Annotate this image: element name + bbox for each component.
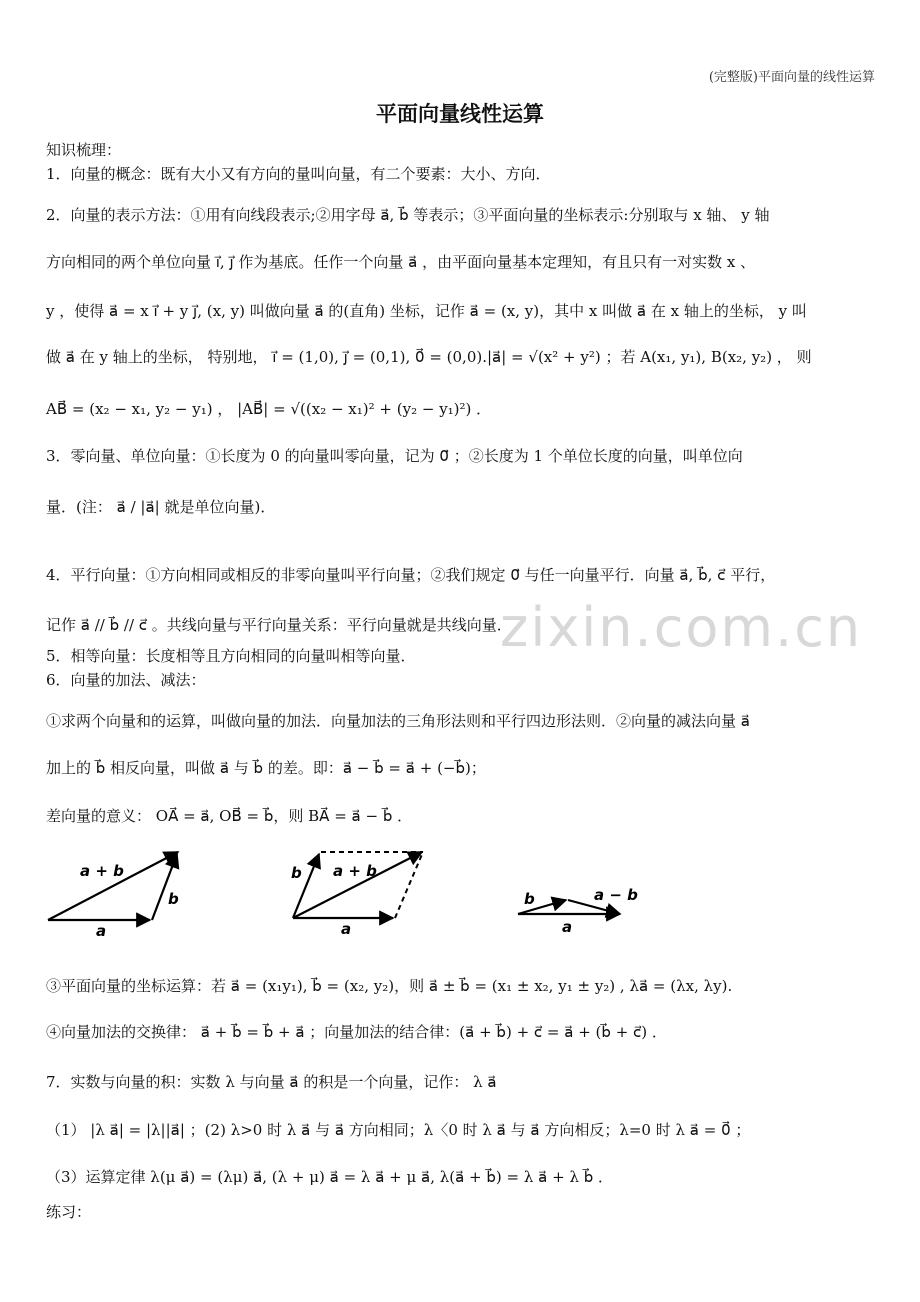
text-line: 知识梳理： (46, 141, 122, 159)
b-label: b (168, 890, 179, 908)
text-line: 做 a⃗ 在 y 轴上的坐标， 特别地， i⃗ = (1,0), j⃗ = (0,1), 0⃗ = (0,0).|a⃗| = √(x² + y²) ；若 A(x₁, y₁), B(x₂, y₂) ， 则 (46, 348, 812, 366)
a-label: a (341, 920, 352, 938)
page-title: 平面向量线性运算 (376, 102, 544, 126)
text-line: 1．向量的概念：既有大小又有方向的量叫向量，有二个要素：大小、方向． (46, 165, 551, 183)
triangle-rule-figure (40, 840, 200, 944)
text-line: 方向相同的两个单位向量 i⃗, j⃗ 作为基底。任作一个向量 a⃗ ，由平面向量基本定理知，有且只有一对实数 x 、 (46, 253, 756, 271)
a-label: a (96, 922, 107, 940)
diff-label: a − b (594, 886, 638, 904)
text-line: 7．实数与向量的积：实数 λ 与向量 a⃗ 的积是一个向量，记作： λ a⃗ (46, 1073, 497, 1091)
text-line: 3．零向量、单位向量：①长度为 0 的向量叫零向量，记为 0⃗ ；②长度为 1 个单位长度的向量，叫单位向 (46, 447, 743, 465)
text-line: ④向量加法的交换律： a⃗ + b⃗ = b⃗ + a⃗ ；向量加法的结合律：(a⃗ + b⃗) + c⃗ = a⃗ + (b⃗ + c⃗) ． (46, 1023, 667, 1041)
text-line: 差向量的意义： OA⃗ = a⃗, OB⃗ = b⃗，则 BA⃗ = a⃗ − b⃗ ． (46, 807, 413, 825)
difference-figure (510, 870, 650, 944)
sum-label: a + b (333, 862, 377, 880)
text-line: 4．平行向量：①方向相同或相反的非零向量叫平行向量；②我们规定 0⃗ 与任一向量平行．向量 a⃗, b⃗, c⃗ 平行， (46, 566, 776, 584)
b-label: b (524, 890, 535, 908)
text-line: 5．相等向量：长度相等且方向相同的向量叫相等向量． (46, 647, 416, 665)
text-line: y ，使得 a⃗ = x i⃗ + y j⃗, (x, y) 叫做向量 a⃗ 的(直角) 坐标，记作 a⃗ = (x, y)，其中 x 叫做 a⃗ 在 x 轴上的坐标， y 叫 (46, 302, 807, 320)
text-line: 2．向量的表示方法：①用有向线段表示;②用字母 a⃗, b⃗ 等表示；③平面向量的坐标表示:分别取与 x 轴、 y 轴 (46, 206, 770, 224)
text-line: 加上的 b⃗ 相反向量，叫做 a⃗ 与 b⃗ 的差。即：a⃗ − b⃗ = a⃗ + (−b⃗)； (46, 759, 486, 777)
text-line: （3）运算定律 λ(μ a⃗) = (λμ) a⃗, (λ + μ) a⃗ = λ a⃗ + μ a⃗, λ(a⃗ + b⃗) = λ a⃗ + λ b⃗ ． (46, 1168, 614, 1186)
b-label: b (291, 864, 302, 882)
parallelogram-rule-figure (285, 840, 445, 944)
text-line: 6．向量的加法、减法： (46, 671, 206, 689)
text-line: AB⃗ = (x₂ − x₁, y₂ − y₁) ， |AB⃗| = √((x₂ − x₁)² + (y₂ − y₁)²) ． (46, 400, 492, 418)
watermark: zixin.com.cn (500, 596, 863, 659)
page-header: (完整版)平面向量的线性运算 (708, 70, 875, 85)
text-line: （1） |λ a⃗| = |λ||a⃗| ；(2) λ>0 时 λ a⃗ 与 a⃗ 方向相同；λ〈0 时 λ a⃗ 与 a⃗ 方向相反；λ=0 时 λ a⃗ = 0⃗ ； (46, 1121, 751, 1139)
a-label: a (562, 918, 573, 936)
text-line: ①求两个向量和的运算，叫做向量的加法．向量加法的三角形法则和平行四边形法则．②向量的减法向量 a⃗ (46, 712, 750, 730)
text-line: ③平面向量的坐标运算：若 a⃗ = (x₁y₁), b⃗ = (x₂, y₂)，则 a⃗ ± b⃗ = (x₁ ± x₂, y₁ ± y₂) , λa⃗ = (λx, λy). (46, 977, 733, 995)
text-line: 记作 a⃗ // b⃗ // c⃗ 。共线向量与平行向量关系：平行向量就是共线向量． (46, 616, 512, 634)
sum-label: a + b (80, 862, 124, 880)
text-line: 练习： (46, 1203, 92, 1221)
text-line: 量．(注： a⃗ / |a⃗| 就是单位向量)． (46, 498, 276, 516)
